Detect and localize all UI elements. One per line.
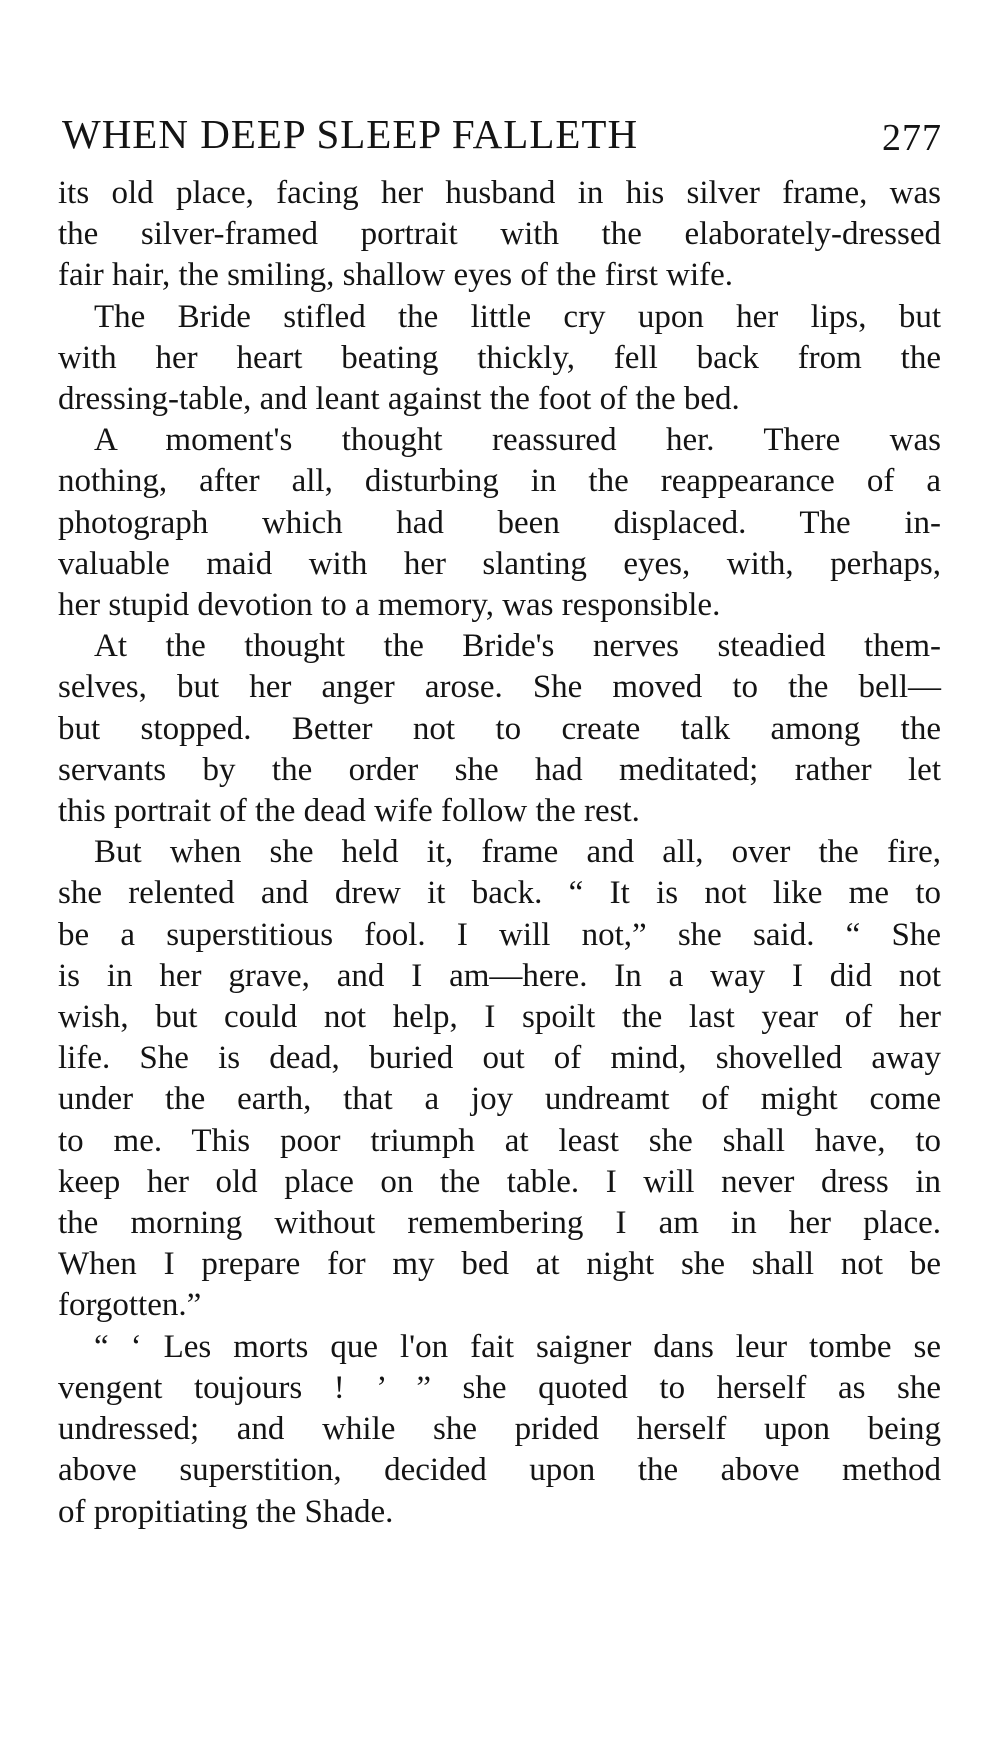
text-line: but stopped. Better not to create talk among the [58, 710, 941, 747]
text-line: But when she held it, frame and all, over the fire, [94, 834, 941, 871]
text-line: “ ‘ Les morts que l'on fait saigner dans leur tombe se [94, 1328, 941, 1365]
text-line: forgotten.” [58, 1287, 202, 1324]
text-line: she relented and drew it back. “ It is not like me to [58, 875, 941, 912]
running-title: WHEN DEEP SLEEP FALLETH [62, 111, 639, 157]
text-line: dressing-table, and leant against the foot of the bed. [58, 381, 740, 418]
text-line: of propitiating the Shade. [58, 1493, 394, 1530]
text-line: undressed; and while she prided herself upon being [58, 1411, 941, 1448]
text-line: valuable maid with her slanting eyes, with, perhaps, [58, 545, 941, 582]
text-line: life. She is dead, buried out of mind, shovelled away [58, 1040, 941, 1077]
page-number: 277 [882, 117, 942, 159]
body-text [58, 173, 941, 1533]
text-line: When I prepare for my bed at night she shall not be [58, 1246, 941, 1283]
paragraph-5 [58, 832, 941, 1326]
text-line: be a superstitious fool. I will not,” she said. “ She [58, 916, 941, 953]
text-line: photograph which had been displaced. The in- [58, 504, 941, 541]
text-line: with her heart beating thickly, fell back from the [58, 339, 941, 376]
paragraph-2 [58, 297, 941, 421]
text-line: the morning without remembering I am in her place. [58, 1205, 941, 1242]
running-head [62, 104, 942, 164]
text-line: wish, but could not help, I spoilt the last year of her [58, 999, 941, 1036]
text-line: under the earth, that a joy undreamt of might come [58, 1081, 941, 1118]
paragraph-6 [58, 1327, 941, 1533]
paragraph-1 [58, 173, 941, 297]
text-line: its old place, facing her husband in his silver frame, was [58, 175, 941, 211]
paragraph-3 [58, 420, 941, 626]
text-line: this portrait of the dead wife follow the rest. [58, 793, 640, 830]
text-line: the silver-framed portrait with the elaborately-dressed [58, 216, 941, 253]
text-line: The Bride stifled the little cry upon her lips, but [94, 298, 941, 335]
text-line: servants by the order she had meditated; rather let [58, 751, 941, 788]
text-line: above superstition, decided upon the above method [58, 1452, 941, 1489]
text-line: At the thought the Bride's nerves steadied them- [94, 628, 941, 665]
text-line: vengent toujours ! ’ ” she quoted to herself as she [58, 1369, 941, 1406]
paragraph-4 [58, 626, 941, 832]
text-line: keep her old place on the table. I will never dress in [58, 1163, 941, 1200]
text-line: fair hair, the smiling, shallow eyes of the first wife. [58, 257, 734, 294]
text-line: her stupid devotion to a memory, was responsible. [58, 587, 721, 624]
text-line: selves, but her anger arose. She moved to the bell— [58, 669, 941, 706]
text-line: is in her grave, and I am—here. In a way I did not [58, 957, 941, 994]
text-line: A moment's thought reassured her. There was [94, 422, 941, 459]
text-line: nothing, after all, disturbing in the reappearance of a [58, 463, 941, 500]
text-line: to me. This poor triumph at least she shall have, to [58, 1122, 941, 1159]
